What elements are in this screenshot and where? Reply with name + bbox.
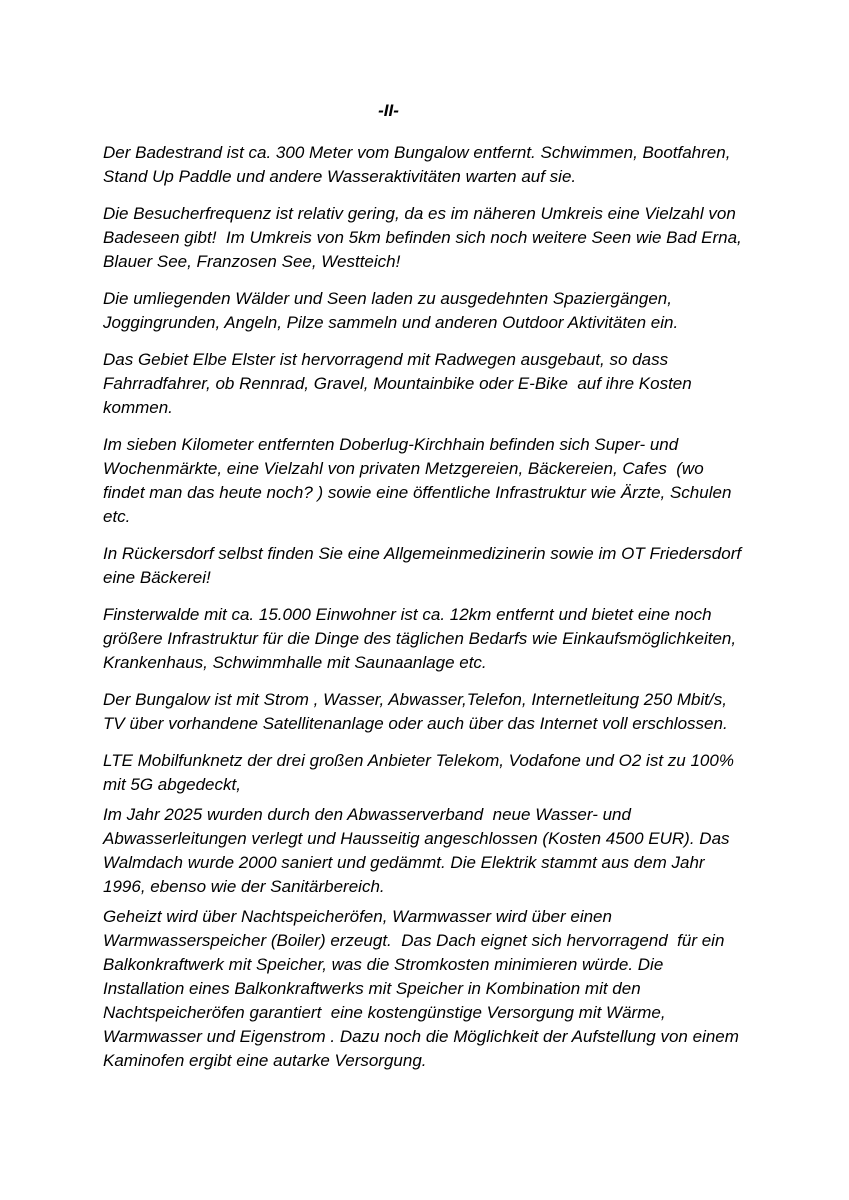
text-line: 1996, ebenso wie der Sanitärbereich.	[103, 877, 385, 896]
paragraph	[103, 688, 746, 736]
text-line: Warmwasser und Eigenstrom . Dazu noch die Möglichkeit der Aufstellung von einem	[103, 1027, 739, 1046]
paragraph	[103, 141, 746, 189]
paragraph	[103, 905, 746, 1073]
text-line: Die umliegenden Wälder und Seen laden zu ausgedehnten Spaziergängen,	[103, 289, 672, 308]
text-line: Abwasserleitungen verlegt und Hausseitig angeschlossen (Kosten 4500 EUR). Das	[103, 829, 730, 848]
paragraph	[103, 803, 746, 899]
paragraph	[103, 542, 746, 590]
text-line: Blauer See, Franzosen See, Westteich!	[103, 252, 401, 271]
text-line: Badeseen gibt! Im Umkreis von 5km befinden sich noch weitere Seen wie Bad Erna,	[103, 228, 742, 247]
text-line: mit 5G abgedeckt,	[103, 775, 241, 794]
text-line: etc.	[103, 507, 131, 526]
text-line: Das Gebiet Elbe Elster ist hervorragend mit Radwegen ausgebaut, so dass	[103, 350, 669, 369]
text-line: findet man das heute noch? ) sowie eine öffentliche Infrastruktur wie Ärzte, Schulen	[103, 483, 732, 502]
text-line: kommen.	[103, 398, 173, 417]
text-line: Finsterwalde mit ca. 15.000 Einwohner ist ca. 12km entfernt und bietet eine noch	[103, 605, 712, 624]
paragraph-list	[103, 141, 746, 1073]
text-line: Installation eines Balkonkraftwerks mit Speicher in Kombination mit den	[103, 979, 641, 998]
text-line: größere Infrastruktur für die Dinge des täglichen Bedarfs wie Einkaufsmöglichkeiten,	[103, 629, 737, 648]
page-number-header: -II-	[378, 101, 399, 120]
text-line: Warmwasserspeicher (Boiler) erzeugt. Das Dach eignet sich hervorragend für ein	[103, 931, 725, 950]
document-content	[103, 99, 746, 1086]
text-line: eine Bäckerei!	[103, 568, 211, 587]
paragraph	[103, 749, 746, 797]
text-line: In Rückersdorf selbst finden Sie eine Allgemeinmedizinerin sowie im OT Friedersdorf	[103, 544, 742, 563]
paragraph	[103, 603, 746, 675]
paragraph	[103, 202, 746, 274]
text-line: Walmdach wurde 2000 saniert und gedämmt. Die Elektrik stammt aus dem Jahr	[103, 853, 705, 872]
text-line: Stand Up Paddle und andere Wasseraktivitäten warten auf sie.	[103, 167, 577, 186]
text-line: Im Jahr 2025 wurden durch den Abwasserverband neue Wasser- und	[103, 805, 631, 824]
text-line: Balkonkraftwerk mit Speicher, was die Stromkosten minimieren würde. Die	[103, 955, 664, 974]
text-line: Nachtspeicheröfen garantiert eine kostengünstige Versorgung mit Wärme,	[103, 1003, 666, 1022]
text-line: Im sieben Kilometer entfernten Doberlug-Kirchhain befinden sich Super- und	[103, 435, 679, 454]
text-line: Wochenmärkte, eine Vielzahl von privaten Metzgereien, Bäckereien, Cafes (wo	[103, 459, 704, 478]
text-line: Kaminofen ergibt eine autarke Versorgung.	[103, 1051, 427, 1070]
text-line: Geheizt wird über Nachtspeicheröfen, Warmwasser wird über einen	[103, 907, 612, 926]
paragraph	[103, 433, 746, 529]
text-line: Der Badestrand ist ca. 300 Meter vom Bungalow entfernt. Schwimmen, Bootfahren,	[103, 143, 731, 162]
paragraph	[103, 287, 746, 335]
text-line: Fahrradfahrer, ob Rennrad, Gravel, Mountainbike oder E-Bike auf ihre Kosten	[103, 374, 692, 393]
text-line: Joggingrunden, Angeln, Pilze sammeln und anderen Outdoor Aktivitäten ein.	[103, 313, 679, 332]
text-line: Der Bungalow ist mit Strom , Wasser, Abwasser,Telefon, Internetleitung 250 Mbit/s,	[103, 690, 727, 709]
paragraph	[103, 348, 746, 420]
text-line: TV über vorhandene Satellitenanlage oder auch über das Internet voll erschlossen.	[103, 714, 728, 733]
text-line: Die Besucherfrequenz ist relativ gering, da es im näheren Umkreis eine Vielzahl von	[103, 204, 736, 223]
text-line: LTE Mobilfunknetz der drei großen Anbieter Telekom, Vodafone und O2 ist zu 100%	[103, 751, 734, 770]
text-line: Krankenhaus, Schwimmhalle mit Saunaanlage etc.	[103, 653, 487, 672]
